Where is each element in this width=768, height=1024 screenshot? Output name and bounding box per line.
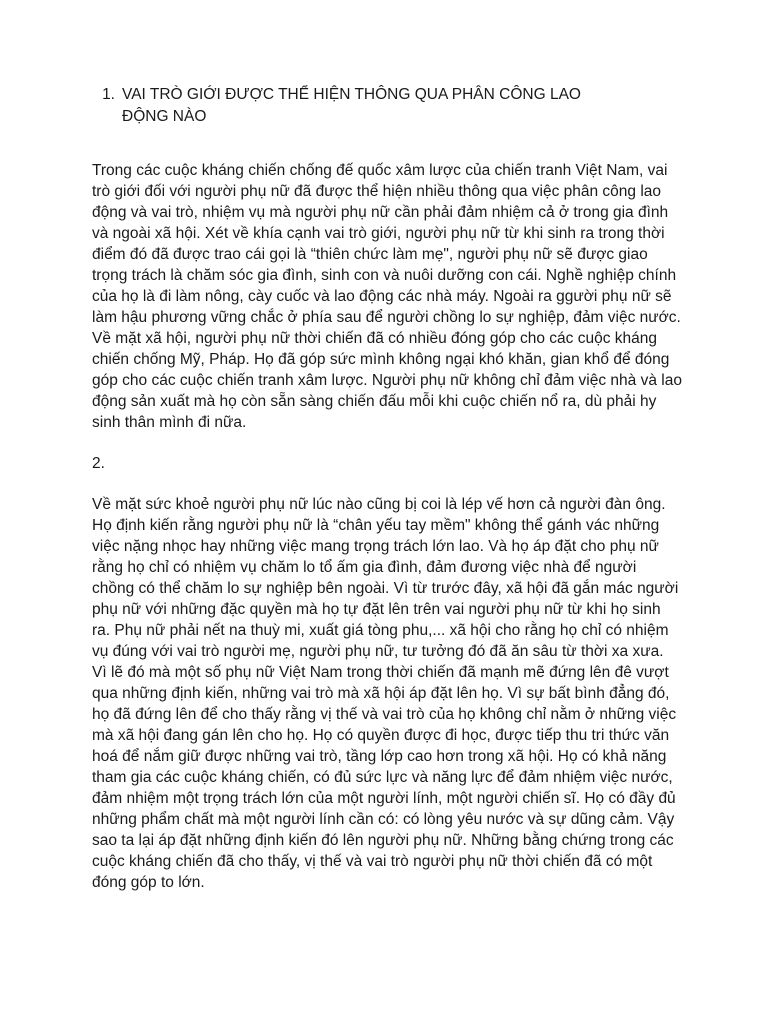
section-1-number: 1.	[102, 86, 115, 103]
document-page	[92, 84, 682, 893]
section-1-paragraph: Trong các cuộc kháng chiến chống đế quốc xâm lược của chiến tranh Việt Nam, vai trò giới đối với người phụ nữ đã được thể hiện nhiều thông qua việc phân công lao động và vai trò, nhiệm vụ mà người phụ nữ cần phải đảm nhiệm cả ở trong gia đình và ngoài xã hội. Xét về khía cạnh vai trò giới, người phụ nữ từ khi sinh ra trong thời điểm đó đã được trao cái gọi là “thiên chức làm mẹ", người phụ nữ sẽ được giao trọng trách là chăm sóc gia đình, sinh con và nuôi dưỡng con cái. Nghề nghiệp chính của họ là đi làm nông, cày cuốc và lao động các nhà máy. Ngoài ra ggười phụ nữ sẽ làm hậu phương vững chắc ở phía sau để người chồng lo sự nghiệp, đảm việc nước. Về mặt xã hội, người phụ nữ thời chiến đã có nhiều đóng góp cho các cuộc kháng chiến chống Mỹ, Pháp. Họ đã góp sức mình không ngại khó khăn, gian khổ để đóng góp cho các cuộc chiến tranh xâm lược. Người phụ nữ không chỉ đảm việc nhà và lao động sản xuất mà họ còn sẵn sàng chiến đấu mỗi khi cuộc chiến nổ ra, dù phải hy sinh thân mình đi nữa.	[92, 162, 682, 431]
section-2-paragraph: Về mặt sức khoẻ người phụ nữ lúc nào cũng bị coi là lép vế hơn cả người đàn ông. Họ định kiến rằng người phụ nữ là “chân yếu tay mềm" không thể gánh vác những việc nặng nhọc hay những việc mang trọng trách lớn lao. Và họ áp đặt cho phụ nữ rằng họ chỉ có nhiệm vụ chăm lo tổ ấm gia đình, đảm đương việc nhà để người chồng có thể chăm lo sự nghiệp bên ngoài. Vì từ trước đây, xã hội đã gắn mác người phụ nữ với những đặc quyền mà họ tự đặt lên trên vai người phụ nữ từ khi họ sinh ra. Phụ nữ phải nết na thuỳ mi, xuất giá tòng phu,... xã hội cho rằng họ chỉ có nhiệm vụ đúng với vai trò người mẹ, người phụ nữ, tư tưởng đó đã ăn sâu từ thời xa xưa. Vì lẽ đó mà một số phụ nữ Việt Nam trong thời chiến đã mạnh mẽ đứng lên đê vượt qua những định kiến, những vai trò mà xã hội áp đặt lên họ. Vì sự bất bình đẳng đó, họ đã đứng lên để cho thấy rằng vị thế và vai trò của họ không chỉ nằm ở những việc mà xã hội đang gán lên cho họ. Họ có quyền được đi học, được tiếp thu tri thức văn hoá để nắm giữ được những vai trò, tầng lớp cao hơn trong xã hội. Họ có khả năng tham gia các cuộc kháng chiến, có đủ sức lực và năng lực để đảm nhiệm việc nước, đảm nhiệm một trọng trách lớn của một người lính, một người chiến sĩ. Họ có đầy đủ những phẩm chất mà một người lính cần có: có lòng yêu nước và sự dũng cảm. Vậy sao ta lại áp đặt những định kiến đó lên người phụ nữ. Những bằng chứng trong các cuộc kháng chiến đã cho thấy, vị thế và vai trò người phụ nữ thời chiến đã có một đóng góp to lớn.	[92, 496, 679, 891]
section-1-title: VAI TRÒ GIỚI ĐƯỢC THỂ HIỆN THÔNG QUA PHÂN CÔNG LAO ĐỘNG NÀO	[122, 86, 581, 125]
section-2-number: 2.	[92, 455, 105, 472]
section-1-heading	[92, 84, 682, 128]
